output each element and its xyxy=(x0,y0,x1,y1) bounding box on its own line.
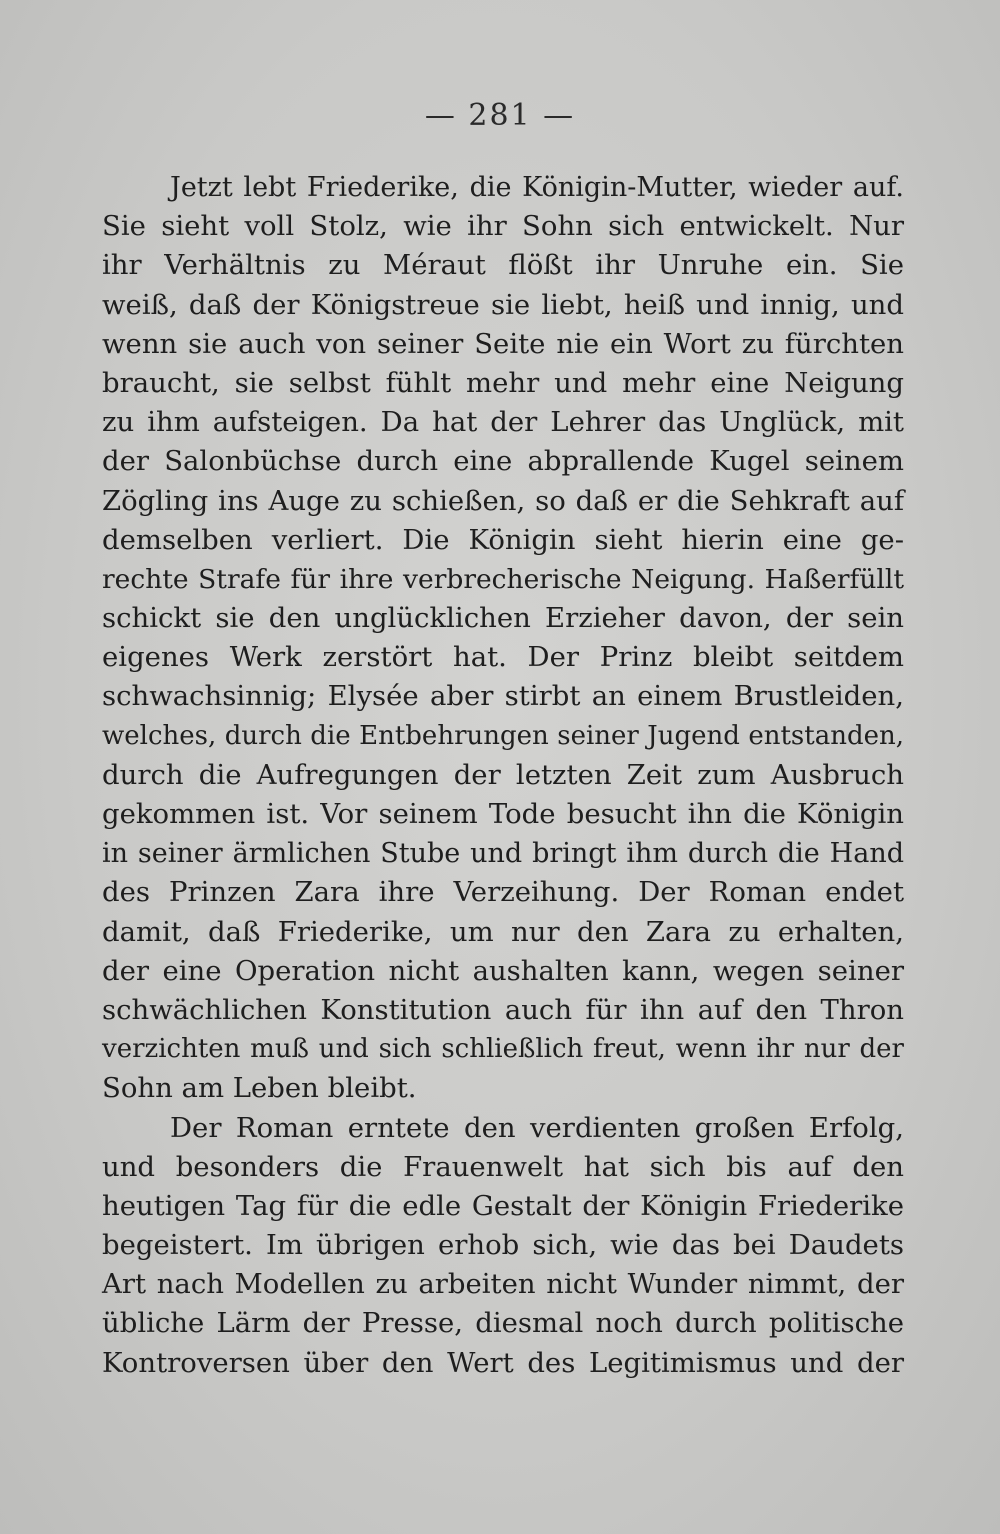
text-line: schickt sie den unglücklichen Erzieher davon, der sein xyxy=(102,602,904,635)
text-line: welches, durch die Entbehrungen seiner Jugend entstanden, xyxy=(102,720,904,751)
text-line: rechte Strafe für ihre verbrecherische Neigung. Haßerfüllt xyxy=(102,563,904,595)
text-line: Sie sieht voll Stolz, wie ihr Sohn sich entwickelt. Nur xyxy=(102,210,904,243)
text-line: und besonders die Frauenwelt hat sich bis auf den xyxy=(102,1150,904,1183)
text-line: gekommen ist. Vor seinem Tode besucht ihn die Königin xyxy=(102,798,904,830)
page-number: — 281 — xyxy=(424,98,576,133)
text-line: heutigen Tag für die edle Gestalt der Königin Friederike xyxy=(102,1189,904,1222)
text-line: braucht, sie selbst fühlt mehr und mehr eine Neigung xyxy=(102,366,904,399)
text-line: schwachsinnig; Elysée aber stirbt an einem Brustleiden, xyxy=(102,680,904,713)
text-line: wenn sie auch von seiner Seite nie ein Wort zu fürchten xyxy=(102,327,904,360)
text-line: Jetzt lebt Friederike, die Königin-Mutter, wieder auf. xyxy=(170,172,904,203)
text-line: Art nach Modellen zu arbeiten nicht Wunder nimmt, der xyxy=(102,1268,904,1301)
text-line: durch die Aufregungen der letzten Zeit zum Ausbruch xyxy=(102,758,904,791)
text-line: der eine Operation nicht aushalten kann, wegen seiner xyxy=(102,954,904,987)
text-line: Kontroversen über den Wert des Legitimismus und der xyxy=(102,1346,904,1379)
text-line: weiß, daß der Königstreue sie liebt, heiß und innig, und xyxy=(102,288,904,321)
text-line: eigenes Werk zerstört hat. Der Prinz bleibt seitdem xyxy=(102,641,904,674)
text-line: zu ihm aufsteigen. Da hat der Lehrer das Unglück, mit xyxy=(102,406,904,439)
text-line: Sohn am Leben bleibt. xyxy=(102,1072,417,1105)
text-line: in seiner ärmlichen Stube und bringt ihm durch die Hand xyxy=(102,838,904,870)
text-line: begeistert. Im übrigen erhob sich, wie das bei Daudets xyxy=(102,1229,904,1262)
text-line: schwächlichen Konstitution auch für ihn auf den Thron xyxy=(102,993,904,1026)
text-line: damit, daß Friederike, um nur den Zara zu erhalten, xyxy=(102,915,904,948)
body-text xyxy=(102,168,904,1383)
text-line: Zögling ins Auge zu schießen, so daß er die Sehkraft auf xyxy=(102,484,904,517)
text-line: des Prinzen Zara ihre Verzeihung. Der Roman endet xyxy=(102,876,904,909)
text-line: Der Roman erntete den verdienten großen Erfolg, xyxy=(170,1111,904,1144)
paragraph-1 xyxy=(102,168,904,1109)
text-line: übliche Lärm der Presse, diesmal noch durch politische xyxy=(102,1307,904,1340)
text-line: ihr Verhältnis zu Méraut flößt ihr Unruhe ein. Sie xyxy=(102,249,904,282)
text-line: demselben verliert. Die Königin sieht hierin eine ge- xyxy=(102,523,904,556)
paragraph-2 xyxy=(102,1109,904,1383)
text-line: verzichten muß und sich schließlich freut, wenn ihr nur der xyxy=(102,1034,904,1065)
text-line: der Salonbüchse durch eine abprallende Kugel seinem xyxy=(102,445,904,478)
